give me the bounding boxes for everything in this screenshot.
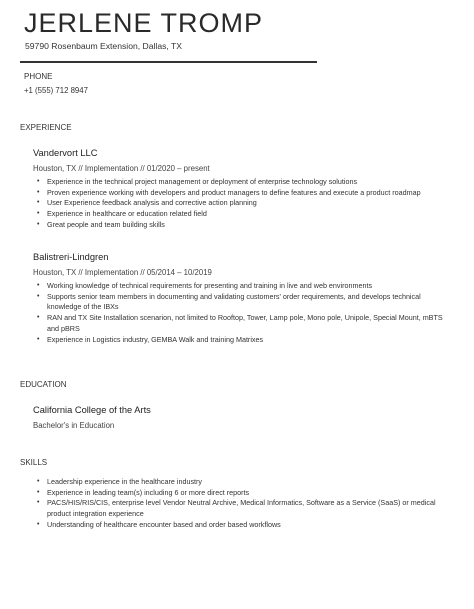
skills-list xyxy=(33,477,443,531)
education-entry xyxy=(33,404,443,431)
phone-value: +1 (555) 712 8947 xyxy=(24,86,88,95)
job-meta: Houston, TX // Implementation // 05/2014 – 10/2019 xyxy=(33,268,212,277)
skill-item: • Experience in leading team(s) including 6 or more direct reports xyxy=(47,488,443,499)
job-bullets xyxy=(33,177,443,231)
job-bullet: • Working knowledge of technical requirements for presenting and training in live and web environments xyxy=(47,281,443,292)
degree: Bachelor's in Education xyxy=(33,421,115,430)
skills-heading: SKILLS xyxy=(20,458,48,467)
experience-heading: EXPERIENCE xyxy=(20,123,72,132)
job-company: Vandervort LLC xyxy=(33,148,98,158)
job-bullet: • Experience in Logistics industry, GEMBA Walk and training Matrixes xyxy=(47,335,443,346)
school-name: California College of the Arts xyxy=(33,405,151,415)
job-bullet: • User Experience feedback analysis and corrective action planning xyxy=(47,198,443,209)
job-bullet: • Great people and team building skills xyxy=(47,220,443,231)
skill-item: • Understanding of healthcare encounter based and order based workflows xyxy=(47,520,443,531)
job-bullet: • RAN and TX Site Installation scenarion, not limited to Rooftop, Tower, Lamp pole, Mono pole, Unipole, Special Mount, mBTS and pBRS xyxy=(47,313,443,334)
resume-address: 59790 Rosenbaum Extension, Dallas, TX xyxy=(25,41,183,51)
education-heading: EDUCATION xyxy=(20,380,67,389)
job-entry-1 xyxy=(33,147,443,231)
job-meta: Houston, TX // Implementation // 01/2020 – present xyxy=(33,164,210,173)
skill-item: • PACS/HIS/RIS/CIS, enterprise level Vendor Neutral Archive, Medical Informatics, Software as a Service (SaaS) or medical product integration experience xyxy=(47,498,443,519)
header-divider xyxy=(20,61,317,63)
phone-label: PHONE xyxy=(24,72,53,81)
resume-name: JERLENE TROMP xyxy=(24,8,264,38)
job-bullet: • Supports senior team members in documenting and validating customers' order requirements, and develops technical knowledge of the IBXs xyxy=(47,292,443,313)
skill-item: • Leadership experience in the healthcare industry xyxy=(47,477,443,488)
job-bullet: • Proven experience working with developers and product managers to define features and execute a product roadmap xyxy=(47,188,443,199)
job-company: Balistreri-Lindgren xyxy=(33,252,109,262)
job-entry-2 xyxy=(33,251,443,345)
job-bullet: • Experience in healthcare or education related field xyxy=(47,209,443,220)
job-bullets xyxy=(33,281,443,345)
job-bullet: • Experience in the technical project management or deployment of enterprise technology solutions xyxy=(47,177,443,188)
